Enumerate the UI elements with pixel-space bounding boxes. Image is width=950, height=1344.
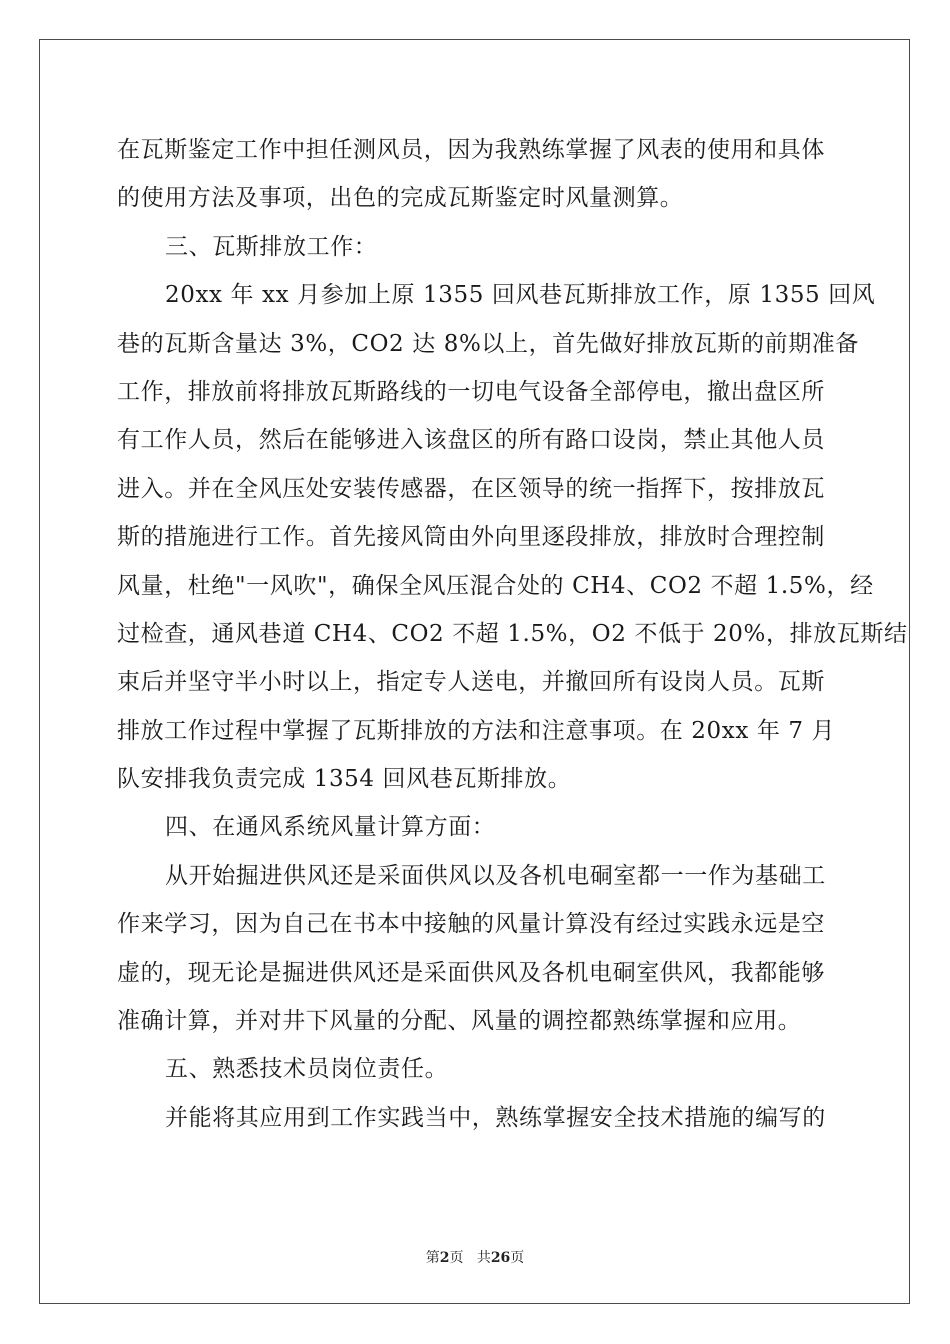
body-line: 斯的措施进行工作。首先接风筒由外向里逐段排放，排放时合理控制 (117, 524, 825, 551)
body-line: 作来学习，因为自己在书本中接触的风量计算没有经过实践永远是空 (117, 911, 825, 938)
body-line: 排放工作过程中掌握了瓦斯排放的方法和注意事项。在 20xx 年 7 月 (117, 717, 836, 744)
body-line: 队安排我负责完成 1354 回风巷瓦斯排放。 (117, 766, 572, 793)
body-line: 的使用方法及事项，出色的完成瓦斯鉴定时风量测算。 (117, 185, 684, 212)
section-heading: 四、在通风系统风量计算方面： (165, 814, 496, 841)
document-body (117, 126, 908, 1142)
body-line: 进入。并在全风压处安装传感器，在区领导的统一指挥下，按排放瓦 (117, 475, 825, 502)
page-suffix: 页 (449, 1250, 464, 1266)
body-line: 虚的，现无论是掘进供风还是采面供风及各机电硐室供风，我都能够 (117, 959, 825, 986)
page-footer (0, 1247, 950, 1267)
page-prefix: 第 (425, 1250, 440, 1266)
page-number: 2 (439, 1250, 450, 1266)
body-line: 风量，杜绝"一风吹"，确保全风压混合处的 CH4、CO2 不超 1.5%，经 (117, 572, 874, 599)
body-line: 工作，排放前将排放瓦斯路线的一切电气设备全部停电，撤出盘区所 (117, 378, 825, 405)
total-pages: 26 (490, 1250, 511, 1266)
body-line: 有工作人员，然后在能够进入该盘区的所有路口设岗，禁止其他人员 (117, 427, 825, 454)
body-line: 准确计算，并对井下风量的分配、风量的调控都熟练掌握和应用。 (117, 1008, 802, 1035)
body-line: 过检查，通风巷道 CH4、CO2 不超 1.5%，O2 不低于 20%，排放瓦斯结 (117, 620, 908, 647)
total-prefix: 共 (476, 1250, 491, 1266)
body-line: 在瓦斯鉴定工作中担任测风员，因为我熟练掌握了风表的使用和具体 (117, 137, 825, 163)
body-line: 从开始掘进供风还是采面供风以及各机电硐室都一一作为基础工 (165, 862, 826, 889)
section-heading: 五、熟悉技术员岗位责任。 (165, 1056, 449, 1083)
section-heading: 三、瓦斯排放工作： (165, 233, 378, 260)
body-line: 巷的瓦斯含量达 3%，CO2 达 8%以上，首先做好排放瓦斯的前期准备 (117, 330, 859, 357)
body-line: 20xx 年 xx 月参加上原 1355 回风巷瓦斯排放工作，原 1355 回风 (165, 282, 876, 309)
body-line: 束后并坚守半小时以上，指定专人送电，并撤回所有设岗人员。瓦斯 (117, 669, 825, 696)
total-suffix: 页 (510, 1250, 525, 1266)
body-line: 并能将其应用到工作实践当中，熟练掌握安全技术措施的编写的 (165, 1104, 826, 1131)
